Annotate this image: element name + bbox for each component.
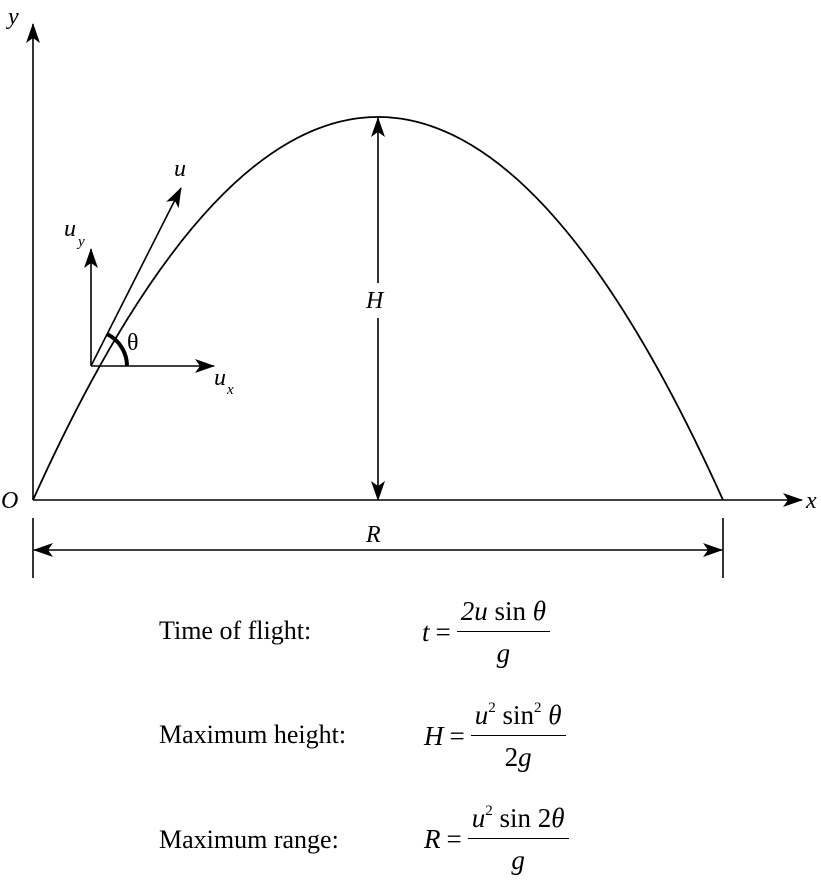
- theta-label: θ: [127, 330, 139, 356]
- y-axis-label: y: [8, 4, 19, 30]
- max-range-label: Maximum range:: [159, 825, 339, 854]
- ux-subscript: x: [227, 382, 234, 398]
- fraction: [471, 700, 566, 773]
- numerator-u: u: [471, 803, 486, 833]
- numerator-theta: θ: [551, 803, 565, 833]
- equals-sign: =: [435, 617, 451, 647]
- numerator-exponent: 2: [488, 700, 496, 716]
- numerator-sin: sin: [495, 700, 534, 730]
- time-of-flight-label: Time of flight:: [159, 616, 312, 645]
- fraction: [457, 596, 550, 669]
- equation-lhs: H: [424, 721, 444, 751]
- numerator-sin: sin: [487, 596, 533, 626]
- max-range-equation: [424, 803, 569, 876]
- fraction: [468, 803, 569, 876]
- numerator-theta: θ: [532, 596, 547, 626]
- numerator-theta: θ: [541, 700, 562, 730]
- numerator: [457, 596, 550, 632]
- u-label: u: [174, 156, 186, 182]
- denominator-g: g: [518, 742, 532, 772]
- numerator-exponent: 2: [485, 803, 493, 819]
- numerator: [471, 700, 566, 736]
- ux-label: u: [214, 365, 226, 391]
- max-height-formula: [159, 700, 759, 780]
- denominator: [505, 736, 532, 773]
- angle-arc: [107, 334, 127, 366]
- equals-sign: =: [446, 824, 462, 854]
- denominator-coefficient: 2: [504, 742, 519, 772]
- numerator-u: u: [474, 700, 489, 730]
- numerator: [468, 803, 569, 839]
- denominator: g: [511, 845, 525, 875]
- equals-sign: =: [449, 721, 465, 751]
- numerator-sin: sin 2: [492, 803, 552, 833]
- equation-lhs: R: [424, 824, 441, 854]
- height-label: H: [366, 288, 384, 314]
- sin-exponent: 2: [534, 700, 542, 716]
- max-height-label: Maximum height:: [159, 720, 347, 749]
- x-axis-label: x: [806, 488, 817, 514]
- equation-lhs: t: [422, 617, 430, 647]
- numerator-term: 2u: [460, 596, 488, 626]
- range-label: R: [366, 522, 381, 548]
- denominator: g: [496, 638, 511, 668]
- uy-label: u: [64, 216, 76, 242]
- max-range-formula: [159, 803, 759, 883]
- time-of-flight-equation: [422, 596, 550, 669]
- uy-subscript: y: [78, 234, 85, 250]
- origin-label: O: [1, 488, 19, 514]
- max-height-equation: [424, 700, 566, 773]
- time-of-flight-formula: [159, 596, 759, 676]
